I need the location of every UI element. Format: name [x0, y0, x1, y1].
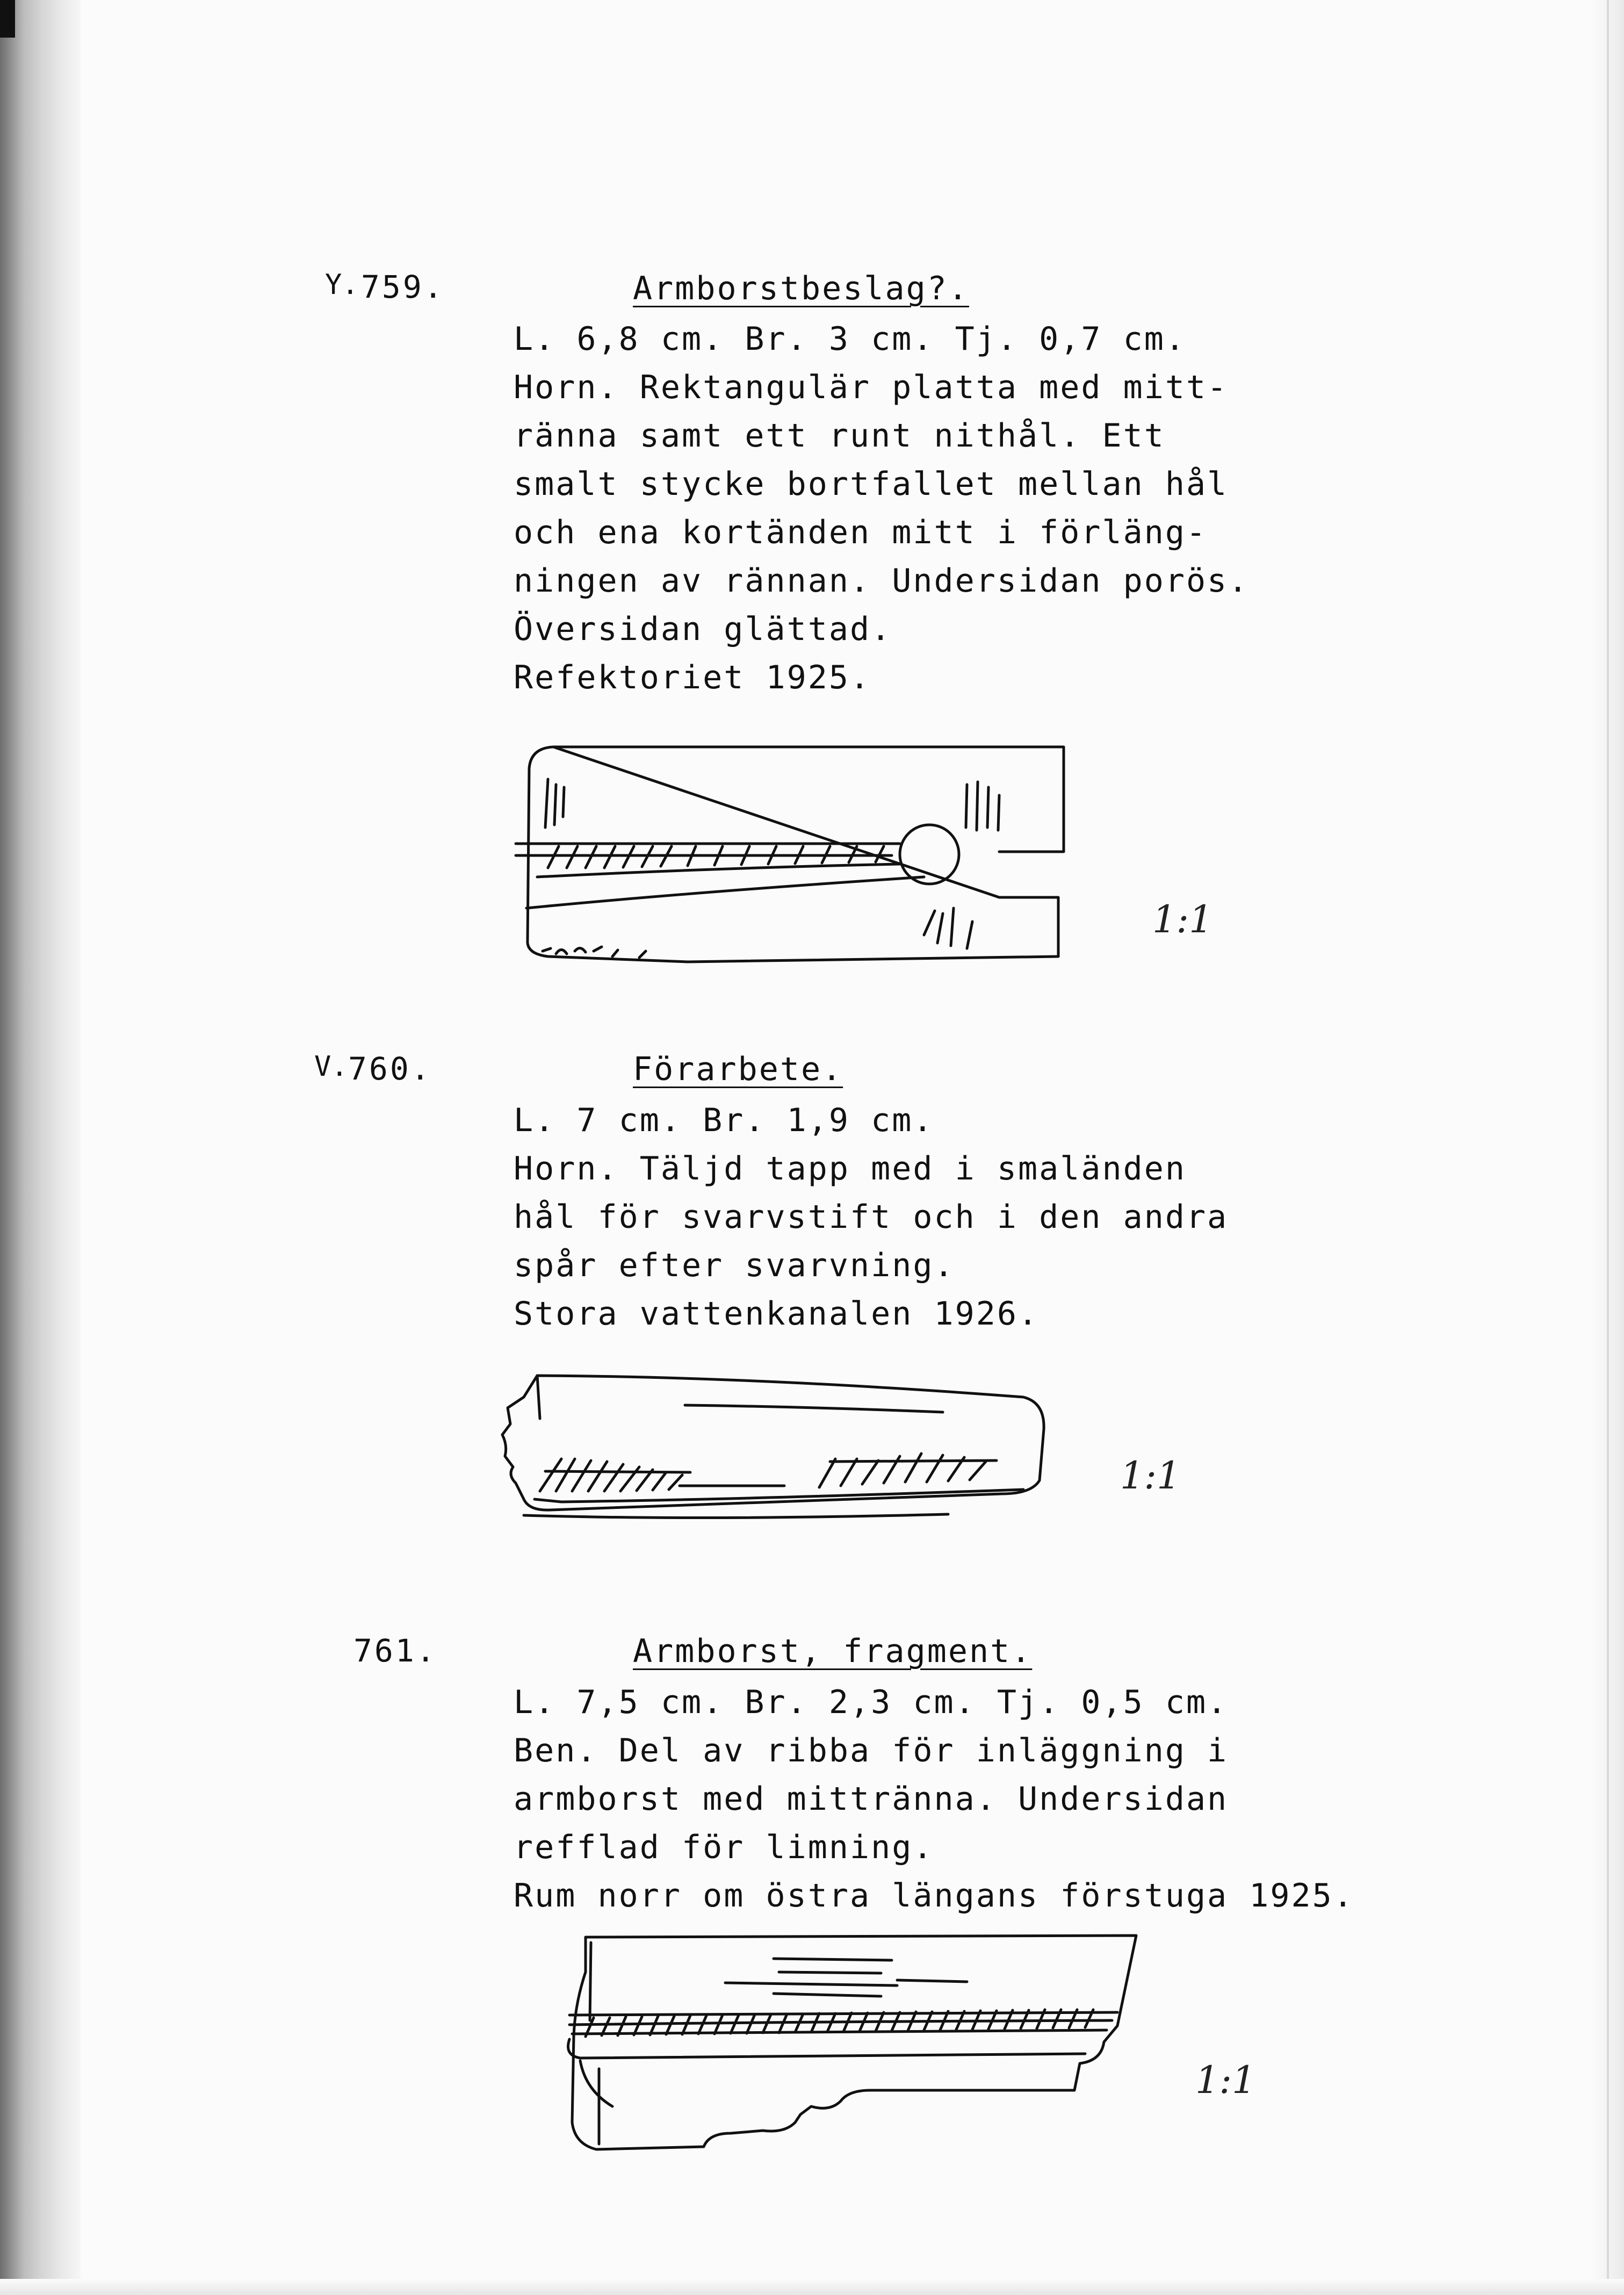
scale-label: 1:1: [1120, 1454, 1181, 1498]
description-line: refflad för limning.: [514, 1829, 934, 1866]
description-line: Stora vattenkanalen 1926.: [514, 1295, 1040, 1333]
description-line: ningen av rännan. Undersidan porös.: [514, 562, 1250, 600]
description-line: L. 7 cm. Br. 1,9 cm.: [514, 1102, 934, 1139]
scale-label: 1:1: [1195, 2058, 1256, 2102]
book-binding-shadow: [0, 0, 81, 2295]
object-sketch-crossbow-fragment: [548, 1929, 1150, 2160]
description-line: L. 6,8 cm. Br. 3 cm. Tj. 0,7 cm.: [514, 320, 1186, 358]
entry-title: Förarbete.: [633, 1051, 843, 1088]
entry-title: Armborst, fragment.: [633, 1632, 1033, 1670]
description-line: och ena kortänden mitt i förläng-: [514, 514, 1208, 551]
description-line: L. 7,5 cm. Br. 2,3 cm. Tj. 0,5 cm.: [514, 1684, 1229, 1721]
entry-mark: V.: [314, 1051, 348, 1083]
description-line: Refektoriet 1925.: [514, 659, 871, 696]
entry-number: 759.: [361, 269, 445, 305]
page-bottom-edge: [0, 2279, 1624, 2295]
description-line: Översidan glättad.: [514, 610, 892, 648]
description-line: ränna samt ett runt nithål. Ett: [514, 417, 1165, 455]
entry-title: Armborstbeslag?.: [633, 270, 969, 307]
entry-mark: Y.: [325, 269, 359, 301]
entry-number: 760.: [348, 1051, 432, 1087]
object-sketch-preform: [486, 1365, 1056, 1531]
scale-label: 1:1: [1152, 897, 1213, 941]
description-line: smalt stycke bortfallet mellan hål: [514, 465, 1229, 503]
description-line: Horn. Täljd tapp med i smaländen: [514, 1150, 1186, 1188]
description-line: Rum norr om östra längans förstuga 1925.: [514, 1877, 1354, 1915]
description-line: armborst med mittränna. Undersidan: [514, 1780, 1229, 1818]
page-edge: [1592, 0, 1624, 2295]
entry-number: 761.: [353, 1632, 437, 1669]
description-line: spår efter svarvning.: [514, 1247, 955, 1284]
description-line: hål för svarvstift och i den andra: [514, 1198, 1229, 1236]
binding-corner: [0, 0, 15, 38]
description-line: Ben. Del av ribba för inläggning i: [514, 1732, 1229, 1769]
description-line: Horn. Rektangulär platta med mitt-: [514, 369, 1229, 406]
object-sketch-crossbow-fitting: [505, 736, 1074, 978]
